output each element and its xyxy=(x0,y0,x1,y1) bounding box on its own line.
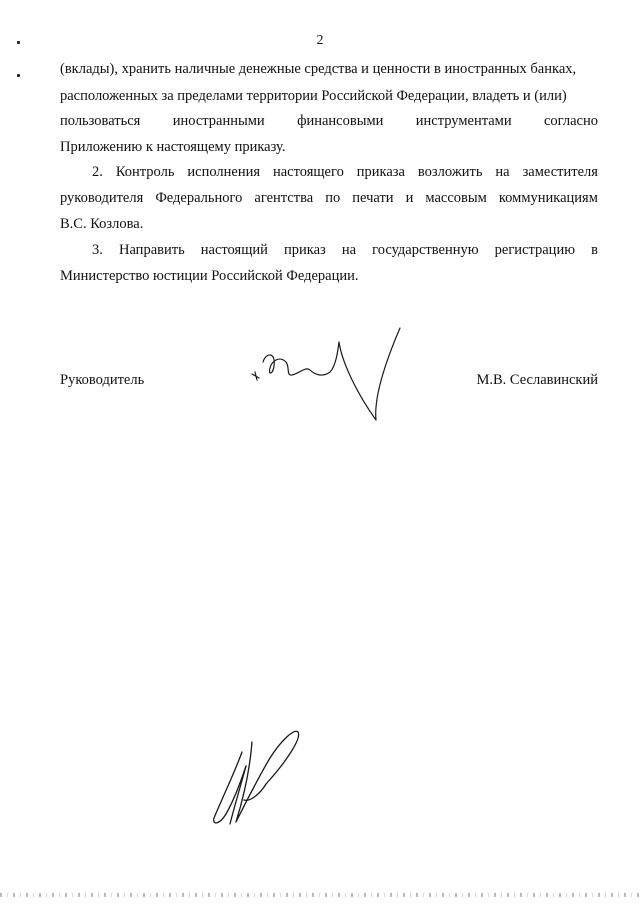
text-word: коммуникациям xyxy=(498,190,598,206)
text-line xyxy=(60,138,598,156)
scan-artifact-strip xyxy=(0,893,640,897)
text-word: приказ xyxy=(283,242,326,258)
text-word: иностранными xyxy=(172,113,265,129)
text-word: настоящий xyxy=(200,242,268,258)
text-segment: В.С. Козлова. xyxy=(60,216,144,232)
scan-mark xyxy=(17,41,20,44)
text-word: пользоваться xyxy=(60,113,141,129)
scan-mark xyxy=(17,74,20,77)
text-line xyxy=(60,60,598,78)
text-line xyxy=(60,112,598,130)
text-segment: (вклады), хранить наличные денежные средства и ценности в иностранных банках, xyxy=(60,61,577,77)
text-word: регистрацию xyxy=(494,242,576,258)
text-word: государственную xyxy=(372,242,479,258)
text-word: руководителя xyxy=(60,190,144,206)
text-word: заместителя xyxy=(522,164,598,180)
text-line xyxy=(60,215,598,233)
text-word: приказа xyxy=(356,164,405,180)
text-word: инструментами xyxy=(415,113,512,129)
text-word: печати xyxy=(352,190,394,206)
text-word: Федерального xyxy=(155,190,243,206)
text-line xyxy=(60,241,598,259)
text-word: агентства xyxy=(254,190,314,206)
handwritten-initials xyxy=(206,722,316,837)
text-word: исполнения xyxy=(187,164,261,180)
text-segment: Министерство юстиции Российской Федерации. xyxy=(60,268,359,284)
text-word: и xyxy=(405,190,414,206)
signatory-name: М.В. Сеславинский xyxy=(476,372,598,388)
text-word: 2. xyxy=(92,164,103,180)
signatory-position: Руководитель xyxy=(60,372,145,388)
text-word: Контроль xyxy=(115,164,175,180)
text-word: в xyxy=(591,242,598,258)
text-segment: Приложению к настоящему приказу. xyxy=(60,139,286,155)
text-line xyxy=(60,267,598,285)
handwritten-signature xyxy=(246,322,416,427)
text-line xyxy=(60,87,598,105)
text-word: Направить xyxy=(118,242,185,258)
text-segment: расположенных за пределами территории Российской Федерации, владеть и (или) xyxy=(60,88,567,104)
text-line xyxy=(60,189,598,207)
text-word: финансовыми xyxy=(297,113,384,129)
text-word: массовым xyxy=(425,190,487,206)
text-word: 3. xyxy=(92,242,103,258)
text-word: возложить xyxy=(417,164,483,180)
text-word: настоящего xyxy=(272,164,344,180)
text-word: по xyxy=(325,190,341,206)
text-word: согласно xyxy=(543,113,598,129)
text-word: на xyxy=(495,164,510,180)
page-number: 2 xyxy=(316,33,324,48)
text-word: на xyxy=(341,242,357,258)
text-line xyxy=(60,163,598,181)
